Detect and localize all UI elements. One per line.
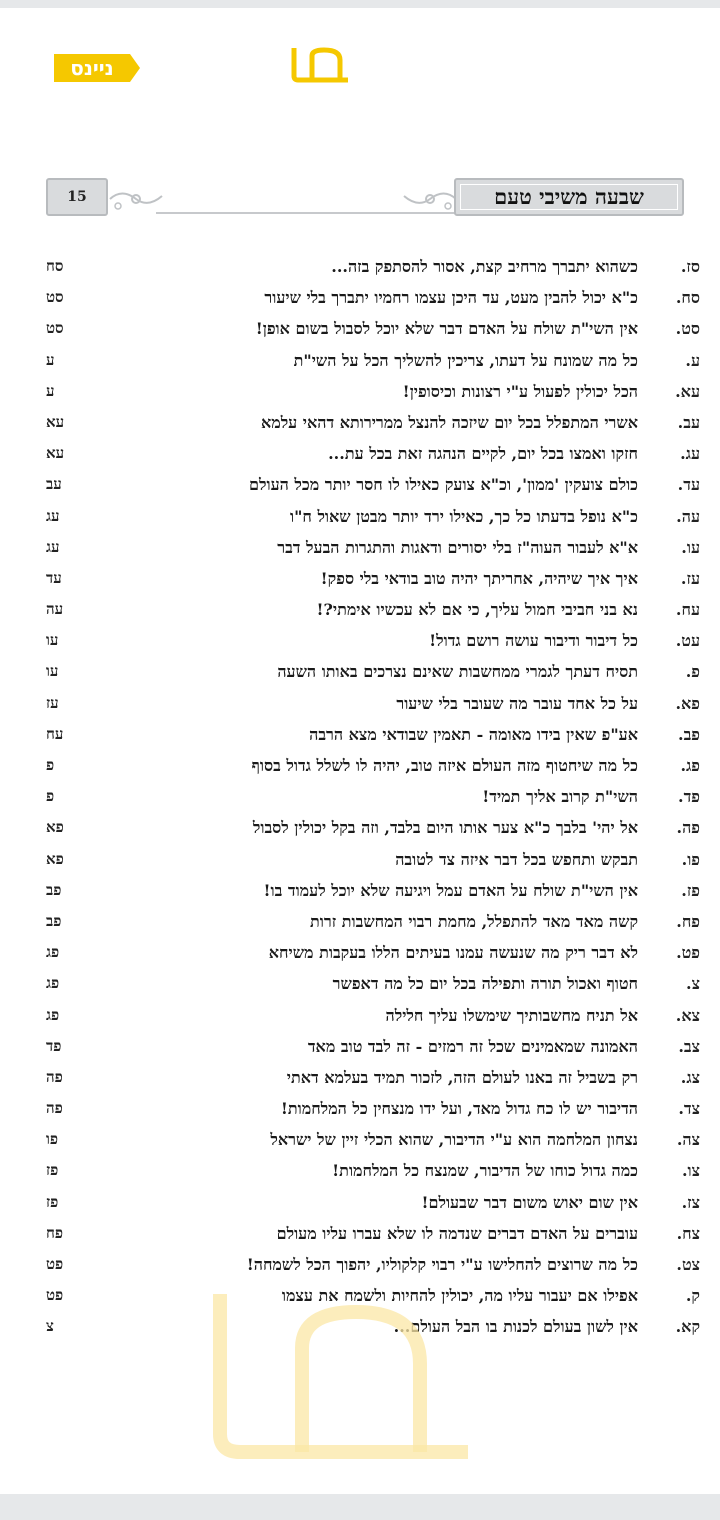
entry-page-ref: פב (46, 911, 62, 930)
toc-entry[interactable] (0, 441, 720, 472)
entry-number: עב. (677, 412, 700, 432)
entry-title: על כל אחד עובר מה שעובר בלי שיעור (396, 693, 638, 713)
entry-page-ref: עג (46, 506, 60, 525)
entry-number: פא. (675, 693, 700, 713)
toc-entry[interactable] (0, 691, 720, 722)
entry-title: השי"ת קרוב אליך תמיד! (482, 787, 638, 807)
toc-entry[interactable] (0, 348, 720, 379)
entry-page-ref: ע (46, 381, 55, 400)
entry-page-ref: עד (46, 568, 62, 587)
entry-title: כמה גדול כוחו של הדיבור, שמנצח כל המלחמות! (332, 1161, 638, 1181)
toc-entry[interactable] (0, 753, 720, 784)
entry-page-ref: פח (46, 1223, 64, 1242)
entry-number: פב. (678, 724, 700, 744)
toc-entry[interactable] (0, 1158, 720, 1189)
entry-page-ref: עא (46, 444, 65, 463)
entry-title: חזקו ואמצו בכל יום, לקיים הנהגה זאת בכל עת... (328, 444, 638, 464)
ornament-left-icon (108, 184, 164, 214)
entry-title: כשהוא יתברך מרחיב קצת, אסור להסתפק בזה... (331, 257, 638, 276)
toc-entry[interactable] (0, 379, 720, 410)
entry-title: כ"א יכול להבין מעט, עד היכן עצמו רחמיו יתברך בלי שיעור (264, 288, 638, 308)
entry-number: סט. (675, 319, 700, 339)
entry-page-ref: פא (46, 818, 64, 837)
toc-entry[interactable] (0, 1096, 720, 1127)
entry-number: קא. (675, 1317, 700, 1337)
entry-title: אל יהי' בלבך כ"א צער אותו היום בלבד, וזה בקל יכולין לסבול (252, 818, 638, 838)
entry-title: אין השי"ת שולח על האדם עמל ויגיעה שלא יוכל לעמוד בו! (263, 880, 638, 900)
entry-number: פו. (681, 849, 700, 869)
entry-page-ref: עה (46, 600, 64, 619)
toc-entry[interactable] (0, 847, 720, 878)
entry-page-ref: עז (46, 693, 59, 712)
entry-number: עז. (680, 568, 700, 588)
entry-number: צו. (681, 1161, 700, 1181)
entry-page-ref: פו (46, 1130, 58, 1149)
entry-page-ref: פז (46, 1192, 59, 1211)
entry-title: איך איך שיהיה, אחריתך יהיה טוב בודאי בלי ספק! (320, 568, 638, 588)
entry-number: פח. (676, 911, 700, 931)
entry-title: אשרי המתפלל בכל יום שיזכה להנצל ממרירותא דהאי עלמא (260, 412, 638, 432)
entry-number: עא. (675, 381, 700, 401)
entry-title: אפילו אם יעבור עליו מה, יכולין להחיות ולשמח את עצמו (281, 1286, 638, 1306)
entry-title: עוברים על האדם דברים שנדמה לו שלא עברו עליו מעולם (276, 1223, 638, 1243)
entry-title: כל מה שמונח על דעתו, צריכין להשליך הכל על השי"ת (293, 350, 638, 370)
entry-page-ref: פ (46, 756, 55, 774)
toc-entry[interactable] (0, 285, 720, 316)
entry-title: כל מה שרוצים להחלישו ע"י רבוי קלקוליו, יהפוך הכל לשמחה! (246, 1255, 638, 1274)
toc-entry[interactable] (0, 909, 720, 940)
toc-entry[interactable] (0, 971, 720, 1002)
entry-number: ע. (685, 350, 700, 370)
entry-title: רק בשביל זה באנו לעולם הזה, לזכור תמיד בעלמא דאתי (286, 1067, 638, 1087)
toc-entry[interactable] (0, 254, 720, 285)
entry-title: כולם צועקין 'ממון', וכ"א צועק כאילו לו חסר יותר מכל העולם (249, 475, 638, 495)
entry-number: סז. (680, 257, 700, 276)
top-strip (0, 0, 720, 8)
toc-entry[interactable] (0, 878, 720, 909)
entry-page-ref: פה (46, 1099, 63, 1118)
toc-entry[interactable] (0, 1003, 720, 1034)
entry-page-ref: פא (46, 849, 64, 868)
toc-entry[interactable] (0, 566, 720, 597)
entry-number: צא. (675, 1005, 700, 1025)
entry-number: עח. (675, 600, 700, 620)
entry-title: אין לשון בעולם לכנות בו הבל העולם... (393, 1317, 638, 1337)
brand-tag: ניינס (54, 54, 130, 82)
entry-number: עט. (675, 631, 700, 651)
toc-entry[interactable] (0, 722, 720, 753)
toc-entry[interactable] (0, 1252, 720, 1283)
toc-entry[interactable] (0, 316, 720, 347)
toc-entry[interactable] (0, 1034, 720, 1065)
toc-entry[interactable] (0, 628, 720, 659)
entry-title: חטוף ואכול תורה ותפילה בכל יום כל מה דאפשר (332, 974, 638, 994)
entry-number: פ. (685, 662, 700, 682)
entry-page-ref: פט (46, 1255, 64, 1273)
toc-entry[interactable] (0, 659, 720, 690)
entry-number: פד. (678, 787, 700, 807)
entry-number: צט. (676, 1255, 700, 1274)
entry-title: נא בני חביבי חמול עליך, כי אם לא עכשיו אימתי?! (316, 600, 638, 620)
entry-title: הכל יכולין לפעול ע"י רצונות וכיסופין! (402, 381, 638, 401)
entry-page-ref: עג (46, 537, 60, 556)
entry-title: אין השי"ת שולח על האדם דבר שלא יוכל לסבול בשום אופן! (255, 319, 638, 339)
entry-number: עה. (676, 506, 700, 526)
entry-page-ref: ע (46, 350, 55, 369)
entry-page-ref: פד (46, 1036, 62, 1055)
entry-title: כל דיבור ודיבור עושה רושם גדול! (429, 631, 638, 651)
entry-number: צז. (681, 1192, 700, 1212)
toc-entry[interactable] (0, 1127, 720, 1158)
toc-entry[interactable] (0, 940, 720, 971)
entry-number: צח. (676, 1223, 700, 1243)
toc-entry[interactable] (0, 472, 720, 503)
entry-page-ref: סט (46, 319, 64, 338)
entry-number: פט. (676, 943, 700, 963)
entry-page-ref: סט (46, 288, 64, 307)
toc-entry[interactable] (0, 784, 720, 815)
entry-page-ref: פג (46, 943, 60, 962)
entry-title: לא דבר ריק מה שנעשה עמנו בעיתים הללו בעקבות משיחא (268, 943, 638, 963)
page-number: 15 (46, 178, 108, 216)
entry-page-ref: צ (46, 1317, 54, 1336)
entry-number: צה. (676, 1130, 700, 1150)
toc-entry[interactable] (0, 597, 720, 628)
toc-entry[interactable] (0, 410, 720, 441)
entry-page-ref: פג (46, 974, 60, 993)
entry-page-ref: עו (46, 662, 59, 681)
entry-number: צג. (680, 1067, 700, 1087)
toc-entry[interactable] (0, 815, 720, 846)
toc-entry[interactable] (0, 1190, 720, 1221)
entry-title: האמונה שמאמינים שכל זה רמזים - זה לבד טוב מאד (307, 1036, 638, 1056)
entry-page-ref: עא (46, 412, 65, 431)
entry-number: עד. (677, 475, 700, 495)
entry-number: פז. (681, 880, 700, 900)
entry-number: פה. (676, 818, 700, 838)
section-header (46, 178, 684, 220)
entry-number: ק. (685, 1286, 700, 1306)
entry-page-ref: פז (46, 1161, 59, 1180)
entry-title: אל תניח מחשבותיך שימשלו עליך חלילה (385, 1005, 638, 1025)
entry-title: כ"א נופל בדעתו כל כך, כאילו ירד יותר מבטן שאול ח"ו (289, 506, 638, 526)
entry-number: סח. (675, 288, 700, 308)
brand-logo-icon (288, 42, 360, 84)
table-of-contents (0, 254, 720, 1346)
entry-number: צ. (686, 974, 700, 994)
entry-title: א"א לעבור העוה"ז בלי יסורים ודאגות והתגרות הבעל דבר (277, 537, 638, 557)
entry-number: צד. (678, 1099, 700, 1119)
entry-title: אין שום יאוש משום דבר שבעולם! (421, 1192, 638, 1212)
entry-number: פג. (680, 756, 700, 775)
toc-entry[interactable] (0, 1221, 720, 1252)
entry-number: עו. (681, 537, 700, 557)
entry-page-ref: עח (46, 724, 64, 743)
entry-title: נצחון המלחמה הוא ע"י הדיבור, שהוא הכלי זיין של ישראל (270, 1130, 638, 1150)
ornament-right-icon (402, 184, 458, 214)
entry-title: תסיח דעתך לגמרי ממחשבות שאינם נצרכים באותו השעה (277, 662, 638, 682)
entry-number: צב. (678, 1036, 700, 1056)
entry-page-ref: פב (46, 880, 62, 899)
entry-title: כל מה שיחטוף מזה העולם איזה טוב, יהיה לו לשלל גדול בסוף (251, 756, 638, 775)
entry-title: תבקש ותחפש בכל דבר איזה צד לטובה (395, 849, 638, 869)
entry-page-ref: פג (46, 1005, 60, 1024)
entry-page-ref: עב (46, 475, 62, 494)
entry-title: אע"פ שאין בידו מאומה - תאמין שבודאי מצא הרבה (309, 724, 638, 744)
entry-page-ref: פט (46, 1286, 64, 1305)
entry-page-ref: פ (46, 787, 55, 806)
toc-entry[interactable] (0, 1065, 720, 1096)
toc-entry[interactable] (0, 535, 720, 566)
page-title: שבעה משיבי טעם (454, 178, 684, 216)
watermark-logo-icon (206, 1284, 476, 1464)
entry-title: קשה מאד מאד להתפלל, מחמת רבוי המחשבות זרות (310, 911, 638, 931)
entry-title: הדיבור יש לו כח גדול מאד, ועל ידו מנצחין כל המלחמות! (280, 1099, 638, 1119)
entry-page-ref: עו (46, 631, 59, 650)
entry-page-ref: סח (46, 257, 64, 275)
bottom-strip (0, 1494, 720, 1520)
entry-number: עג. (680, 444, 700, 464)
toc-entry[interactable] (0, 504, 720, 535)
entry-page-ref: פה (46, 1067, 63, 1086)
